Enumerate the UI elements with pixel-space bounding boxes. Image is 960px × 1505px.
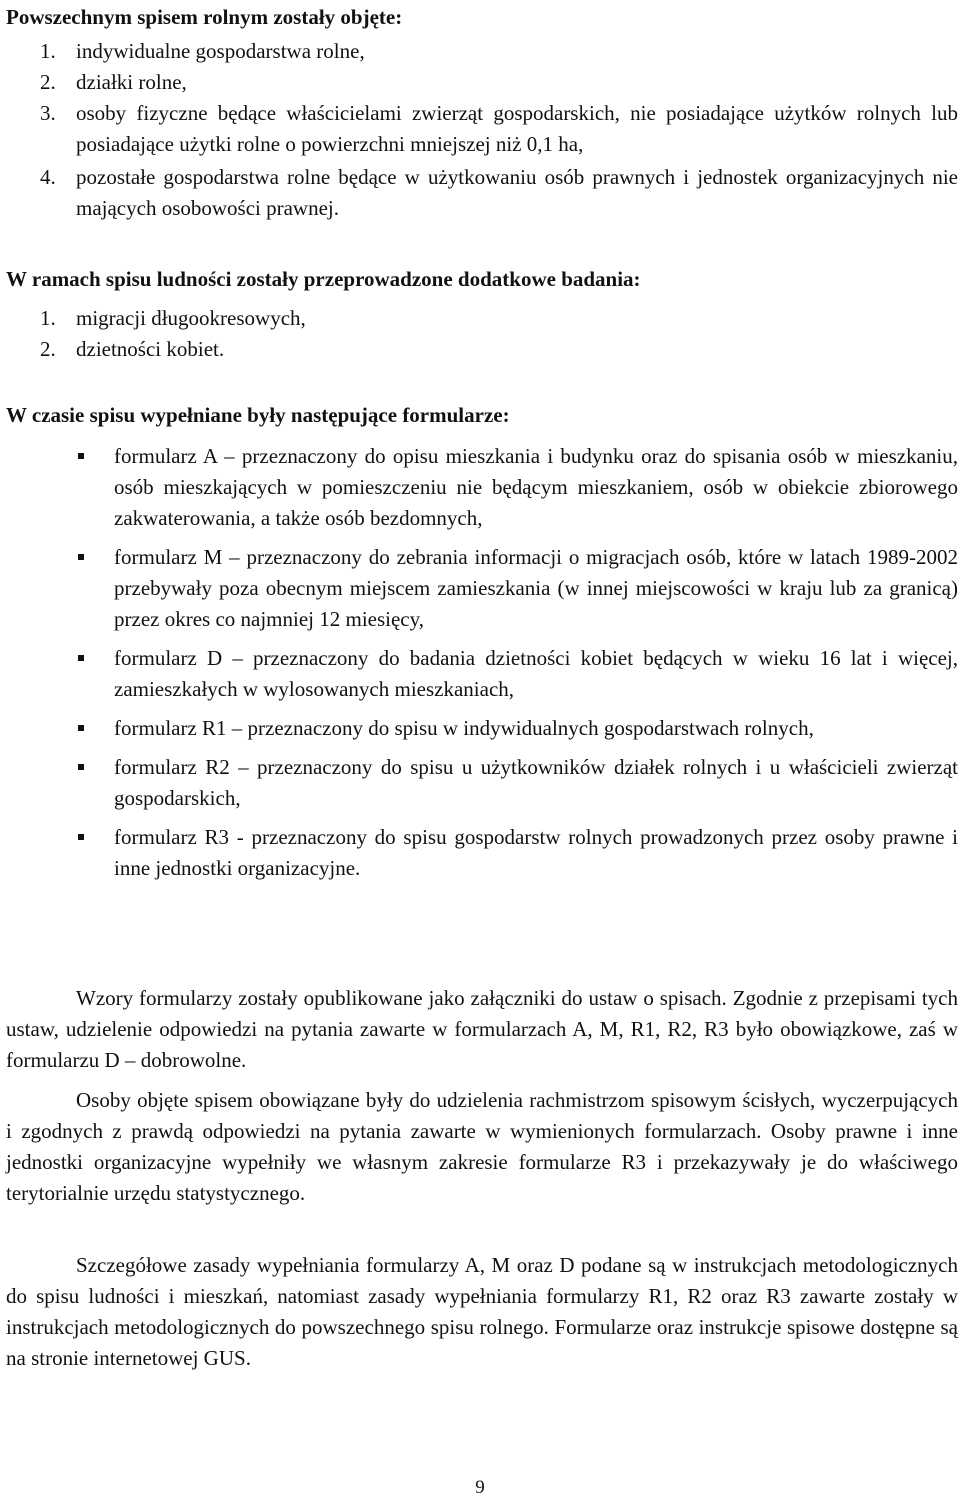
list-item [78, 643, 958, 705]
section-heading-forms: W czasie spisu wypełniane były następujące formularze: [6, 403, 510, 427]
list-item [78, 441, 958, 534]
list-item-text: formularz M – przeznaczony do zebrania informacji o migracjach osób, które w latach 1989-2002 przebywały poza obecnym miejscem zamieszkania (w innej miejscowości w kraju lub za granicą) przez okres co najmniej 12 miesięcy, [114, 545, 958, 631]
list-item-text: formularz R2 – przeznaczony do spisu u użytkowników działek rolnych i u właścicieli zwierząt gospodarskich, [114, 755, 958, 810]
list-item [78, 713, 958, 744]
list-item-text: dzietności kobiet. [76, 337, 225, 361]
list-item [40, 98, 958, 160]
page-number: 9 [475, 1477, 485, 1498]
list-item-text: migracji długookresowych, [76, 306, 306, 330]
list-item [40, 67, 958, 98]
paragraph-instructions: Szczegółowe zasady wypełniania formularzy A, M oraz D podane są w instrukcjach metodologicznych do spisu ludności i mieszkań, natomiast zasady wypełniania formularzy R1, R2 oraz R3 zawarte zostały w instrukcjach metodologicznych do powszechnego spisu rolnego. Formularze oraz instrukcje spisowe dostępne są na stronie internetowej GUS. [6, 1253, 958, 1370]
list-item [78, 822, 958, 884]
list-item [78, 752, 958, 814]
list-item-number: 3. [40, 101, 56, 125]
list-item-number: 2. [40, 337, 56, 361]
square-bullet-icon [78, 764, 84, 770]
list-item-text: osoby fizyczne będące właścicielami zwierząt gospodarskich, nie posiadające użytków rolnych lub posiadające użytki rolne o powierzchni mniejszej niż 0,1 ha, [76, 101, 958, 156]
list-item-number: 2. [40, 70, 56, 94]
list-item-text: pozostałe gospodarstwa rolne będące w użytkowaniu osób prawnych i jednostek organizacyjnych nie mających osobowości prawnej. [76, 165, 958, 220]
section-heading-agricultural-census: Powszechnym spisem rolnym zostały objęte: [6, 5, 403, 29]
forms-list [78, 441, 958, 884]
square-bullet-icon [78, 655, 84, 661]
section-heading-additional-surveys: W ramach spisu ludności zostały przeprowadzone dodatkowe badania: [6, 267, 641, 291]
list-item-text: formularz R1 – przeznaczony do spisu w indywidualnych gospodarstwach rolnych, [114, 716, 814, 740]
square-bullet-icon [78, 834, 84, 840]
paragraph-obligation: Osoby objęte spisem obowiązane były do udzielenia rachmistrzom spisowym ścisłych, wyczerpujących i zgodnych z prawdą odpowiedzi na pytania zawarte w wymienionych formularzach. Osoby prawne i inne jednostki organizacyjne wypełniły we własnym zakresie formularze R3 i przekazywały je do właściwego terytorialnie urzędu statystycznego. [6, 1088, 958, 1205]
list-item [40, 162, 958, 224]
list-item-text: formularz A – przeznaczony do opisu mieszkania i budynku oraz do spisania osób w mieszkaniu, osób mieszkających w pomieszczeniu nie będącym mieszkaniem, osób w obiekcie zbiorowego zakwaterowania, a także osób bezdomnych, [114, 444, 958, 530]
list-item-text: indywidualne gospodarstwa rolne, [76, 39, 365, 63]
list-item-number: 1. [40, 39, 56, 63]
list-item-number: 1. [40, 306, 56, 330]
list-item-number: 4. [40, 165, 56, 189]
list-item [40, 303, 958, 334]
agricultural-census-scope-list [40, 36, 958, 224]
square-bullet-icon [78, 453, 84, 459]
list-item-text: formularz R3 - przeznaczony do spisu gospodarstw rolnych prowadzonych przez osoby prawne i inne jednostki organizacyjne. [114, 825, 958, 880]
list-item [78, 542, 958, 635]
square-bullet-icon [78, 725, 84, 731]
list-item-text: działki rolne, [76, 70, 187, 94]
square-bullet-icon [78, 554, 84, 560]
paragraph-forms-published: Wzory formularzy zostały opublikowane jako załączniki do ustaw o spisach. Zgodnie z przepisami tych ustaw, udzielenie odpowiedzi na pytania zawarte w formularzach A, M, R1, R2, R3 było obowiązkowe, zaś w formularzu D – dobrowolne. [6, 986, 958, 1072]
list-item [40, 334, 958, 365]
list-item-text: formularz D – przeznaczony do badania dzietności kobiet będących w wieku 16 lat i więcej, zamieszkałych w wylosowanych mieszkaniach, [114, 646, 958, 701]
list-item [40, 36, 958, 67]
additional-surveys-list [40, 303, 958, 365]
